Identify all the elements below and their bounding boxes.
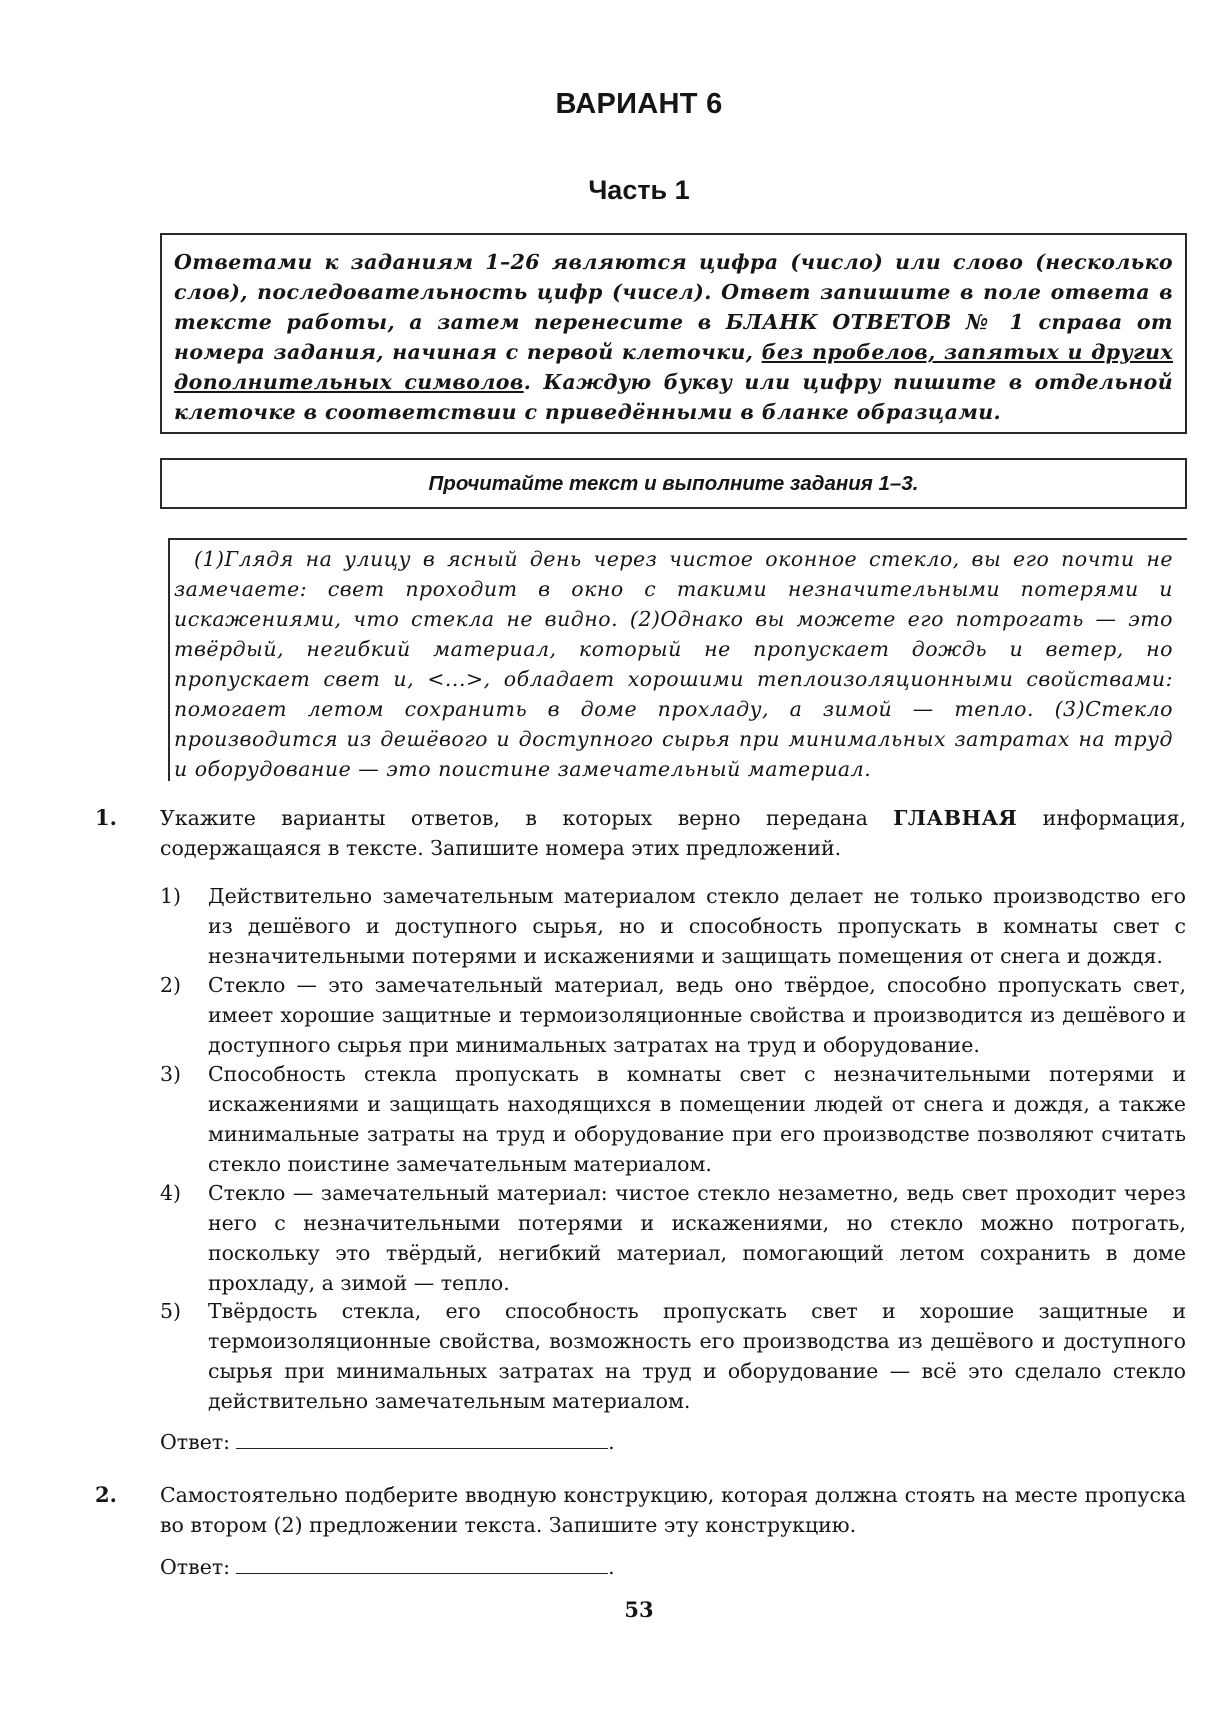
- page-number: 53: [624, 1597, 654, 1622]
- task-1-prompt: [160, 803, 1186, 863]
- instructions-box: [160, 233, 1187, 434]
- option-5-number: 5): [160, 1299, 182, 1323]
- instructions-underlined: без пробелов, запятых и других дополнительных символов: [174, 340, 1173, 394]
- option-4-number: 4): [160, 1181, 182, 1205]
- task-1-prompt-text-end: информация, содержащаяся в тексте. Запишите номера этих предложений.: [160, 806, 1186, 860]
- option-5-text: Твёрдость стекла, его способность пропускать свет и хорошие защитные и термоизоляционные свойства, возможность его производства из дешёвого и доступного сырья при минимальных затратах на труд и оборудование — всё это сделало стекло действительно замечательным материалом.: [208, 1299, 1186, 1413]
- option-1-number: 1): [160, 884, 182, 908]
- part-title: Часть 1: [588, 175, 690, 205]
- task-1-prompt-bold: ГЛАВНАЯ: [893, 806, 1018, 830]
- option-3-number: 3): [160, 1062, 182, 1086]
- instructions-text-end: . Каждую букву или цифру пишите в отдельной клеточке в соответствии с приведёнными в бланке образцами.: [174, 370, 1173, 424]
- task-2-answer: Ответ: .: [160, 1555, 615, 1579]
- option-3-text: Способность стекла пропускать в комнаты свет с незначительными потерями и искажениями и защищать находящихся в помещении людей от снега и дождя, а также минимальные затраты на труд и оборудование при его производстве позволяют считать стекло поистине замечательным материалом.: [208, 1062, 1186, 1176]
- read-prompt: Прочитайте текст и выполните задания 1–3.: [428, 472, 919, 495]
- task-1-answer-label: Ответ:: [160, 1430, 231, 1454]
- variant-title: ВАРИАНТ 6: [555, 88, 723, 120]
- task-1-answer: Ответ: .: [160, 1430, 615, 1454]
- task-2-answer-label: Ответ:: [160, 1555, 231, 1579]
- passage-box: [168, 538, 1187, 781]
- option-4-text: Стекло — замечательный материал: чистое стекло незаметно, ведь свет проходит через него с незначительными потерями и искажениями, но стекло можно потрогать, поскольку это твёрдый, негибкий материал, помогающий летом сохранить в доме прохладу, а зимой — тепло.: [208, 1181, 1186, 1295]
- task-1-prompt-text: Укажите варианты ответов, в которых верно передана: [160, 806, 894, 830]
- instructions-text: Ответами к заданиям 1–26 являются цифра (число) или слово (несколько слов), последовательность цифр (чисел). Ответ запишите в поле ответа в тексте работы, а затем перенесите в БЛАНК ОТВЕТОВ № 1 справа от номера задания, начиная с первой клеточки,: [174, 250, 1173, 364]
- option-2-text: Стекло — это замечательный материал, ведь оно твёрдое, способно пропускать свет, имеет хорошие защитные и термоизоляционные свойства и производится из дешёвого и доступного сырья при минимальных затратах на труд и оборудование.: [208, 973, 1186, 1057]
- task-2-prompt: Самостоятельно подберите вводную конструкцию, которая должна стоять на месте пропуска во втором (2) предложении текста. Запишите эту конструкцию.: [160, 1483, 1186, 1537]
- passage-text: (1)Глядя на улицу в ясный день через чистое оконное стекло, вы его почти не замечаете: свет проходит в окно с такими незначительными потерями и искажениями, что стекла не видно. (2)Однако вы можете его потрогать — это твёрдый, негибкий материал, который не пропускает дождь и ветер, но пропускает свет и, <...>, обладает хорошими теплоизоляционными свойствами: помогает летом сохранить в доме прохладу, а зимой — тепло. (3)Стекло производится из дешёвого и доступного сырья при минимальных затратах на труд и оборудование — это поистине замечательный материал.: [174, 547, 1173, 781]
- read-prompt-box: [160, 458, 1187, 509]
- task-2-number: 2.: [95, 1482, 117, 1507]
- task-1-number: 1.: [95, 805, 117, 830]
- option-2-number: 2): [160, 973, 182, 997]
- task-2-answer-field[interactable]: [236, 1553, 608, 1574]
- task-1-answer-field[interactable]: [236, 1428, 608, 1449]
- option-1-text: Действительно замечательным материалом стекло делает не только производство его из дешёвого и доступного сырья, но и способность пропускать в комнаты свет с незначительными потерями и искажениями и защищать помещения от снега и дождя.: [208, 884, 1186, 968]
